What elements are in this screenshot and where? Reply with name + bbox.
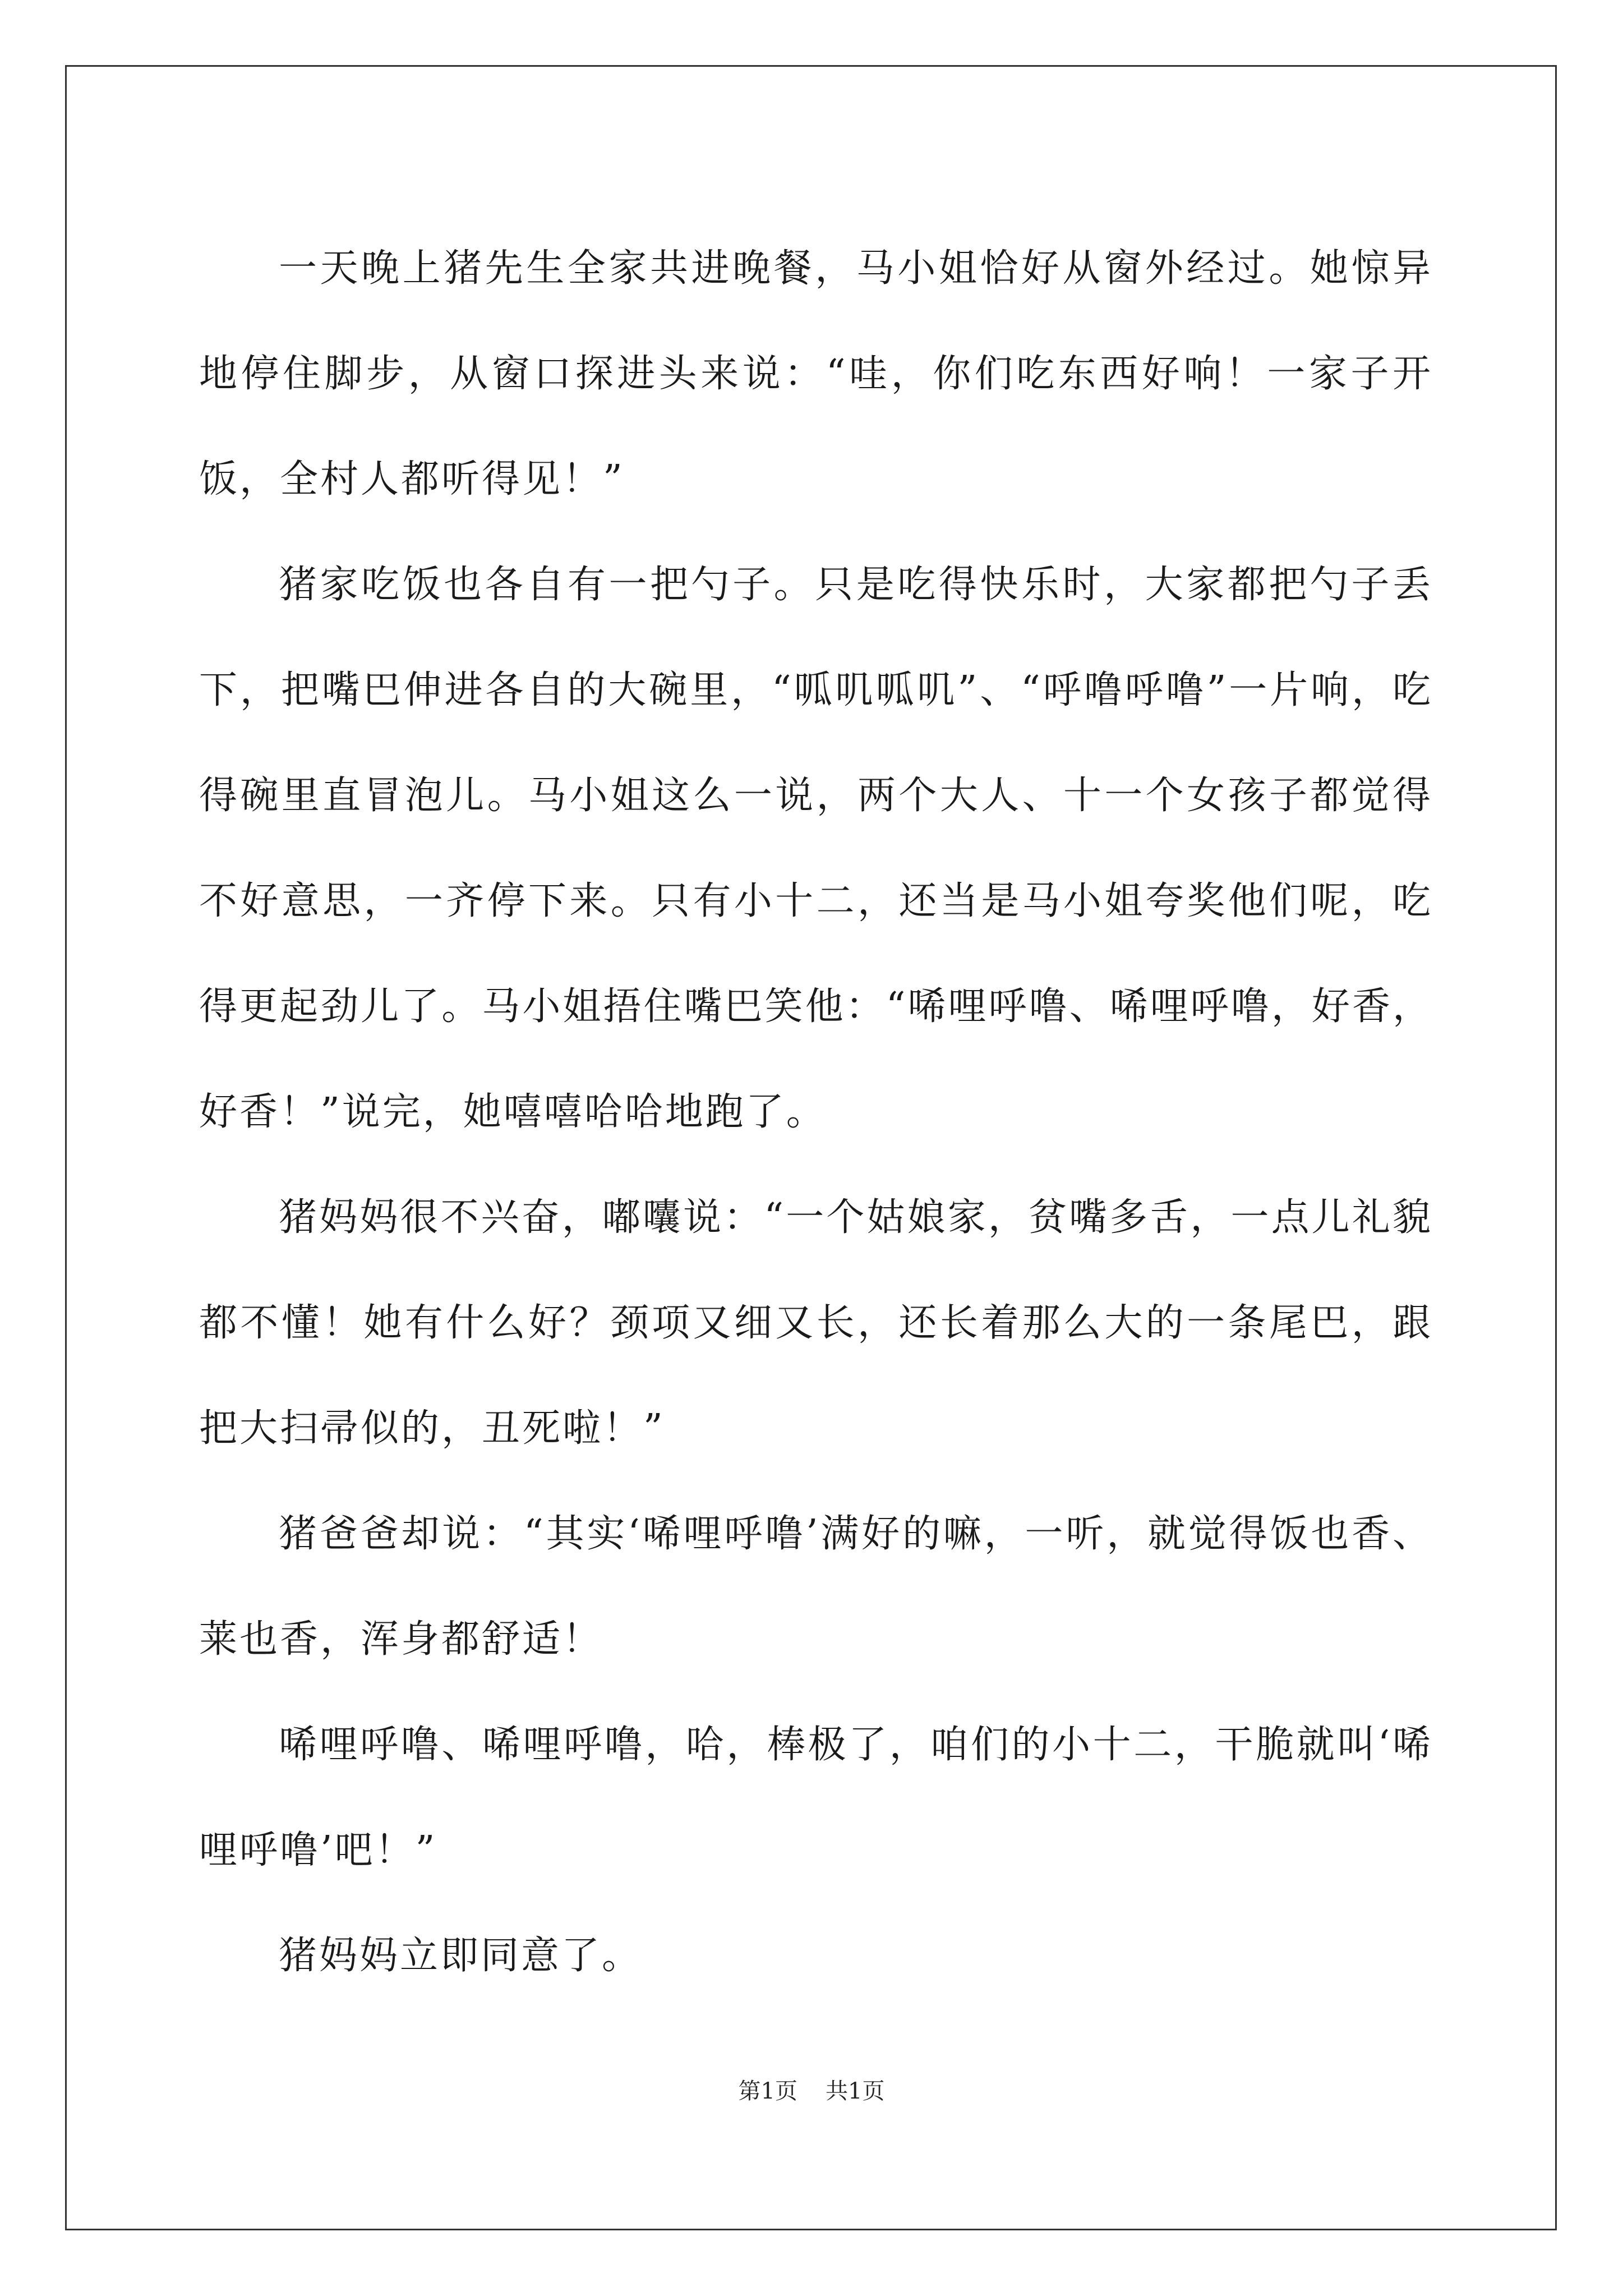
document-body [199,216,1433,2009]
paragraph: 猪家吃饭也各自有一把勺子。只是吃得快乐时，大家都把勺子丢下，把嘴巴伸进各自的大碗里，“呱叽呱叽”、“呼噜呼噜”一片响，吃得碗里直冒泡儿。马小姐这么一说，两个大人、十一个女孩子都觉得不好意思，一齐停下来。只有小十二，还当是马小姐夸奖他们呢，吃得更起劲儿了。马小姐捂住嘴巴笑他：“唏哩呼噜、唏哩呼噜，好香，好香！”说完，她嘻嘻哈哈地跑了。 [199,563,1433,1134]
paragraph: 唏哩呼噜、唏哩呼噜，哈，棒极了，咱们的小十二，干脆就叫‘唏哩呼噜’吧！” [199,1723,1433,1872]
paragraph: 一天晚上猪先生全家共进晚餐，马小姐恰好从窗外经过。她惊异地停住脚步，从窗口探进头来说：“哇，你们吃东西好响！一家子开饭，全村人都听得见！” [199,246,1433,501]
page-footer [0,2074,1623,2108]
page-number-current: 第1页 [738,2078,797,2104]
paragraph: 猪爸爸却说：“其实‘唏哩呼噜’满好的嘛，一听，就觉得饭也香、莱也香，浑身都舒适！ [199,1512,1433,1662]
paragraph: 猪妈妈立即同意了。 [279,1934,643,1978]
page-number-total: 共1页 [826,2078,885,2104]
paragraph: 猪妈妈很不兴奋，嘟囔说：“一个姑娘家，贫嘴多舌，一点儿礼貌都不懂！她有什么好？颈项又细又长，还长着那么大的一条尾巴，跟把大扫帚似的，丑死啦！” [199,1195,1433,1451]
